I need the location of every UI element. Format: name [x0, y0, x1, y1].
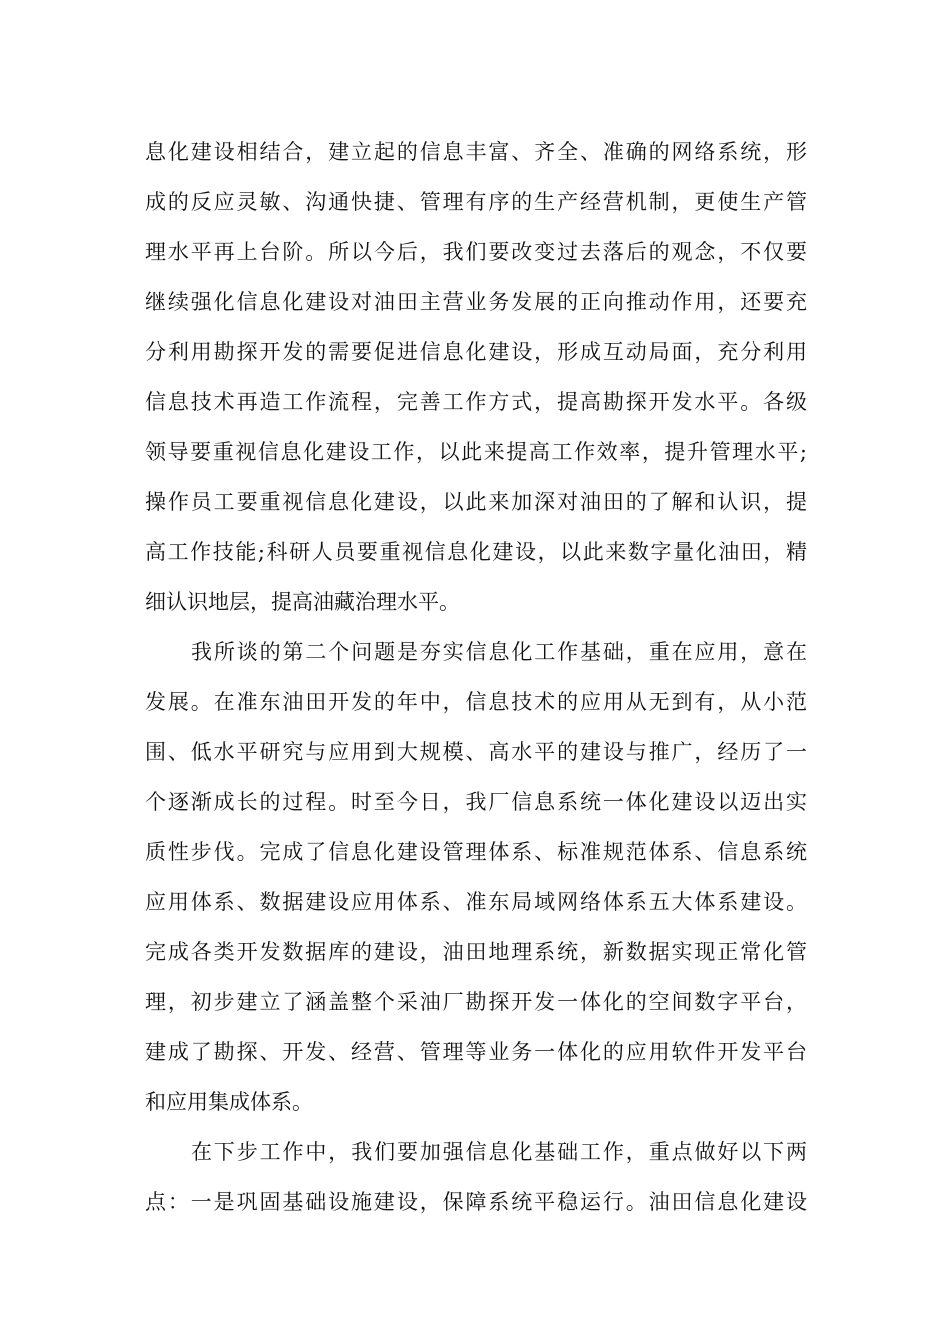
text-line: 信息技术再造工作流程，完善工作方式，提高勘探开发水平。各级: [145, 390, 807, 414]
text-line: 和应用集成体系。: [145, 1090, 313, 1114]
text-line: 操作员工要重视信息化建设，以此来加深对油田的了解和认识，提: [145, 490, 807, 514]
text-line: 质性步伐。完成了信息化建设管理体系、标准规范体系、信息系统: [145, 840, 807, 864]
text-line: 分利用勘探开发的需要促进信息化建设，形成互动局面，充分利用: [145, 340, 807, 364]
text-line: 围、低水平研究与应用到大规模、高水平的建设与推广，经历了一: [145, 740, 807, 764]
text-line: 理水平再上台阶。所以今后，我们要改变过去落后的观念，不仅要: [145, 240, 807, 264]
text-line: 细认识地层，提高油藏治理水平。: [145, 590, 460, 614]
text-line: 理，初步建立了涵盖整个采油厂勘探开发一体化的空间数字平台，: [145, 990, 807, 1014]
text-line: 发展。在准东油田开发的年中，信息技术的应用从无到有，从小范: [145, 690, 807, 714]
text-line: 建成了勘探、开发、经营、管理等业务一体化的应用软件开发平台: [145, 1040, 807, 1064]
text-line: 领导要重视信息化建设工作，以此来提高工作效率，提升管理水平;: [145, 440, 807, 464]
text-line: 完成各类开发数据库的建设，油田地理系统，新数据实现正常化管: [145, 940, 807, 964]
paragraph-first-line: 我所谈的第二个问题是夯实信息化工作基础，重在应用，意在: [191, 640, 807, 664]
text-line: 息化建设相结合，建立起的信息丰富、齐全、准确的网络系统，形: [145, 140, 807, 164]
paragraph-first-line: 在下步工作中，我们要加强信息化基础工作，重点做好以下两: [191, 1140, 807, 1164]
text-line: 应用体系、数据建设应用体系、准东局域网络体系五大体系建设。: [145, 890, 807, 914]
text-line: 高工作技能;科研人员要重视信息化建设，以此来数字量化油田，精: [145, 540, 807, 564]
text-line: 个逐渐成长的过程。时至今日，我厂信息系统一体化建设以迈出实: [145, 790, 807, 814]
text-line: 继续强化信息化建设对油田主营业务发展的正向推动作用，还要充: [145, 290, 807, 314]
text-line: 点：一是巩固基础设施建设，保障系统平稳运行。油田信息化建设: [145, 1190, 807, 1214]
text-line: 成的反应灵敏、沟通快捷、管理有序的生产经营机制，更使生产管: [145, 190, 807, 214]
